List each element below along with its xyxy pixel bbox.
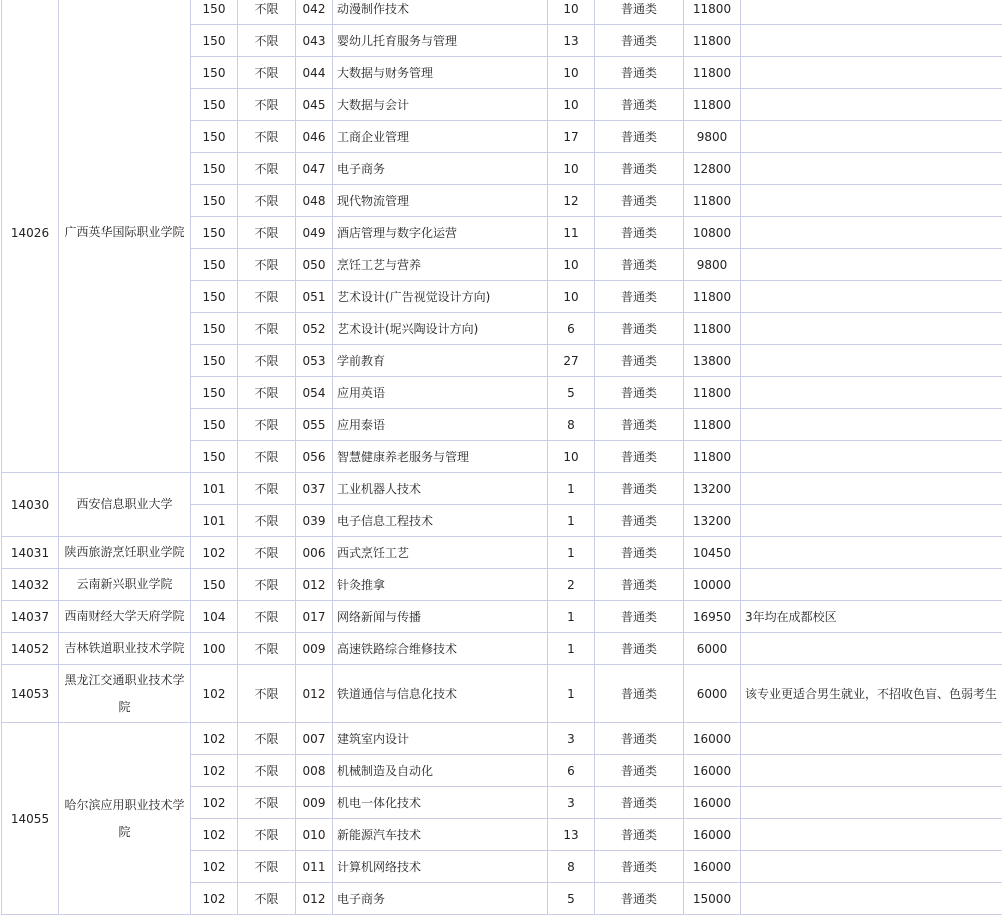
subject-limit-cell: 不限 [238, 473, 296, 505]
school-code-cell: 14053 [2, 665, 59, 723]
tuition-cell: 10000 [684, 569, 741, 601]
batch-code-cell: 102 [191, 537, 238, 569]
major-name-cell: 婴幼儿托育服务与管理 [333, 25, 548, 57]
major-code-cell: 045 [296, 89, 333, 121]
tuition-cell: 6000 [684, 633, 741, 665]
major-code-cell: 055 [296, 409, 333, 441]
category-cell: 普通类 [595, 409, 684, 441]
batch-code-cell: 101 [191, 473, 238, 505]
category-cell: 普通类 [595, 249, 684, 281]
plan-count-cell: 6 [548, 313, 595, 345]
note-cell [741, 473, 1002, 505]
major-code-cell: 010 [296, 819, 333, 851]
subject-limit-cell: 不限 [238, 153, 296, 185]
subject-limit-cell: 不限 [238, 537, 296, 569]
batch-code-cell: 150 [191, 313, 238, 345]
table-row [2, 473, 1002, 505]
plan-count-cell: 27 [548, 345, 595, 377]
note-cell [741, 89, 1002, 121]
major-code-cell: 053 [296, 345, 333, 377]
school-code-cell: 14031 [2, 537, 59, 569]
plan-count-cell: 8 [548, 851, 595, 883]
subject-limit-cell: 不限 [238, 249, 296, 281]
plan-count-cell: 3 [548, 723, 595, 755]
category-cell: 普通类 [595, 313, 684, 345]
major-name-cell: 大数据与财务管理 [333, 57, 548, 89]
major-name-cell: 动漫制作技术 [333, 0, 548, 25]
tuition-cell: 16000 [684, 851, 741, 883]
batch-code-cell: 104 [191, 601, 238, 633]
school-code-cell: 14032 [2, 569, 59, 601]
batch-code-cell: 101 [191, 505, 238, 537]
major-name-cell: 高速铁路综合维修技术 [333, 633, 548, 665]
category-cell: 普通类 [595, 665, 684, 723]
plan-count-cell: 1 [548, 633, 595, 665]
tuition-cell: 16950 [684, 601, 741, 633]
major-name-cell: 学前教育 [333, 345, 548, 377]
tuition-cell: 11800 [684, 313, 741, 345]
tuition-cell: 11800 [684, 25, 741, 57]
table-row [2, 569, 1002, 601]
subject-limit-cell: 不限 [238, 441, 296, 473]
note-cell [741, 217, 1002, 249]
category-cell: 普通类 [595, 787, 684, 819]
category-cell: 普通类 [595, 755, 684, 787]
note-cell [741, 281, 1002, 313]
subject-limit-cell: 不限 [238, 851, 296, 883]
major-name-cell: 应用英语 [333, 377, 548, 409]
tuition-cell: 11800 [684, 377, 741, 409]
batch-code-cell: 150 [191, 345, 238, 377]
major-name-cell: 大数据与会计 [333, 89, 548, 121]
major-name-cell: 电子商务 [333, 153, 548, 185]
category-cell: 普通类 [595, 121, 684, 153]
tuition-cell: 13800 [684, 345, 741, 377]
category-cell: 普通类 [595, 819, 684, 851]
tuition-cell: 11800 [684, 185, 741, 217]
batch-code-cell: 150 [191, 185, 238, 217]
enrollment-plan-table [1, 0, 1002, 915]
note-cell [741, 441, 1002, 473]
major-name-cell: 铁道通信与信息化技术 [333, 665, 548, 723]
batch-code-cell: 150 [191, 89, 238, 121]
note-cell [741, 377, 1002, 409]
batch-code-cell: 100 [191, 633, 238, 665]
subject-limit-cell: 不限 [238, 601, 296, 633]
category-cell: 普通类 [595, 185, 684, 217]
batch-code-cell: 150 [191, 249, 238, 281]
batch-code-cell: 150 [191, 409, 238, 441]
major-code-cell: 048 [296, 185, 333, 217]
note-cell [741, 537, 1002, 569]
batch-code-cell: 150 [191, 569, 238, 601]
major-code-cell: 046 [296, 121, 333, 153]
school-code-cell: 14055 [2, 723, 59, 915]
subject-limit-cell: 不限 [238, 121, 296, 153]
major-code-cell: 039 [296, 505, 333, 537]
school-name-cell: 哈尔滨应用职业技术学院 [59, 723, 191, 915]
major-code-cell: 011 [296, 851, 333, 883]
school-code-cell: 14052 [2, 633, 59, 665]
subject-limit-cell: 不限 [238, 755, 296, 787]
major-code-cell: 017 [296, 601, 333, 633]
batch-code-cell: 150 [191, 377, 238, 409]
major-name-cell: 酒店管理与数字化运营 [333, 217, 548, 249]
plan-count-cell: 17 [548, 121, 595, 153]
category-cell: 普通类 [595, 723, 684, 755]
tuition-cell: 11800 [684, 409, 741, 441]
tuition-cell: 15000 [684, 883, 741, 915]
major-code-cell: 044 [296, 57, 333, 89]
major-name-cell: 建筑室内设计 [333, 723, 548, 755]
batch-code-cell: 102 [191, 851, 238, 883]
batch-code-cell: 150 [191, 281, 238, 313]
major-code-cell: 052 [296, 313, 333, 345]
table-row [2, 0, 1002, 25]
table-row [2, 723, 1002, 755]
school-code-cell: 14030 [2, 473, 59, 537]
table-body [2, 0, 1002, 915]
school-name-cell: 黑龙江交通职业技术学院 [59, 665, 191, 723]
category-cell: 普通类 [595, 537, 684, 569]
note-cell [741, 633, 1002, 665]
note-cell [741, 249, 1002, 281]
note-cell [741, 883, 1002, 915]
subject-limit-cell: 不限 [238, 281, 296, 313]
major-name-cell: 电子商务 [333, 883, 548, 915]
tuition-cell: 9800 [684, 121, 741, 153]
plan-count-cell: 6 [548, 755, 595, 787]
major-code-cell: 051 [296, 281, 333, 313]
category-cell: 普通类 [595, 601, 684, 633]
tuition-cell: 11800 [684, 281, 741, 313]
plan-count-cell: 1 [548, 537, 595, 569]
category-cell: 普通类 [595, 505, 684, 537]
note-cell [741, 819, 1002, 851]
batch-code-cell: 150 [191, 0, 238, 25]
batch-code-cell: 150 [191, 25, 238, 57]
subject-limit-cell: 不限 [238, 569, 296, 601]
subject-limit-cell: 不限 [238, 0, 296, 25]
note-cell [741, 57, 1002, 89]
major-code-cell: 012 [296, 569, 333, 601]
category-cell: 普通类 [595, 217, 684, 249]
note-cell [741, 313, 1002, 345]
subject-limit-cell: 不限 [238, 883, 296, 915]
plan-count-cell: 10 [548, 153, 595, 185]
school-name-cell: 云南新兴职业学院 [59, 569, 191, 601]
plan-count-cell: 11 [548, 217, 595, 249]
major-name-cell: 工商企业管理 [333, 121, 548, 153]
subject-limit-cell: 不限 [238, 25, 296, 57]
plan-count-cell: 12 [548, 185, 595, 217]
batch-code-cell: 102 [191, 819, 238, 851]
subject-limit-cell: 不限 [238, 787, 296, 819]
batch-code-cell: 102 [191, 755, 238, 787]
subject-limit-cell: 不限 [238, 409, 296, 441]
subject-limit-cell: 不限 [238, 217, 296, 249]
subject-limit-cell: 不限 [238, 377, 296, 409]
school-name-cell: 西安信息职业大学 [59, 473, 191, 537]
tuition-cell: 12800 [684, 153, 741, 185]
school-name-cell: 广西英华国际职业学院 [59, 0, 191, 473]
tuition-cell: 10800 [684, 217, 741, 249]
plan-count-cell: 10 [548, 0, 595, 25]
subject-limit-cell: 不限 [238, 185, 296, 217]
note-cell [741, 409, 1002, 441]
batch-code-cell: 102 [191, 665, 238, 723]
category-cell: 普通类 [595, 57, 684, 89]
table-row [2, 665, 1002, 723]
major-code-cell: 006 [296, 537, 333, 569]
plan-count-cell: 3 [548, 787, 595, 819]
category-cell: 普通类 [595, 345, 684, 377]
note-cell [741, 755, 1002, 787]
subject-limit-cell: 不限 [238, 345, 296, 377]
plan-count-cell: 10 [548, 57, 595, 89]
major-name-cell: 机电一体化技术 [333, 787, 548, 819]
major-code-cell: 037 [296, 473, 333, 505]
plan-count-cell: 5 [548, 377, 595, 409]
table-row [2, 601, 1002, 633]
note-cell [741, 851, 1002, 883]
batch-code-cell: 150 [191, 57, 238, 89]
tuition-cell: 6000 [684, 665, 741, 723]
plan-count-cell: 10 [548, 249, 595, 281]
subject-limit-cell: 不限 [238, 819, 296, 851]
major-code-cell: 007 [296, 723, 333, 755]
plan-count-cell: 1 [548, 473, 595, 505]
major-name-cell: 艺术设计(坭兴陶设计方向) [333, 313, 548, 345]
major-name-cell: 新能源汽车技术 [333, 819, 548, 851]
note-cell [741, 153, 1002, 185]
batch-code-cell: 150 [191, 121, 238, 153]
school-code-cell: 14026 [2, 0, 59, 473]
subject-limit-cell: 不限 [238, 505, 296, 537]
note-cell: 3年均在成都校区 [741, 601, 1002, 633]
subject-limit-cell: 不限 [238, 89, 296, 121]
category-cell: 普通类 [595, 281, 684, 313]
table-row [2, 537, 1002, 569]
plan-count-cell: 1 [548, 601, 595, 633]
subject-limit-cell: 不限 [238, 665, 296, 723]
plan-count-cell: 13 [548, 25, 595, 57]
major-code-cell: 009 [296, 633, 333, 665]
batch-code-cell: 102 [191, 883, 238, 915]
category-cell: 普通类 [595, 851, 684, 883]
batch-code-cell: 150 [191, 217, 238, 249]
subject-limit-cell: 不限 [238, 633, 296, 665]
note-cell [741, 185, 1002, 217]
major-code-cell: 042 [296, 0, 333, 25]
plan-count-cell: 13 [548, 819, 595, 851]
subject-limit-cell: 不限 [238, 57, 296, 89]
table-row [2, 633, 1002, 665]
school-name-cell: 吉林铁道职业技术学院 [59, 633, 191, 665]
note-cell [741, 25, 1002, 57]
category-cell: 普通类 [595, 0, 684, 25]
major-name-cell: 针灸推拿 [333, 569, 548, 601]
tuition-cell: 11800 [684, 57, 741, 89]
major-code-cell: 047 [296, 153, 333, 185]
category-cell: 普通类 [595, 883, 684, 915]
category-cell: 普通类 [595, 89, 684, 121]
major-name-cell: 网络新闻与传播 [333, 601, 548, 633]
major-name-cell: 计算机网络技术 [333, 851, 548, 883]
major-name-cell: 工业机器人技术 [333, 473, 548, 505]
note-cell [741, 121, 1002, 153]
tuition-cell: 11800 [684, 0, 741, 25]
major-code-cell: 012 [296, 665, 333, 723]
school-name-cell: 陕西旅游烹饪职业学院 [59, 537, 191, 569]
major-name-cell: 应用泰语 [333, 409, 548, 441]
major-name-cell: 烹饪工艺与营养 [333, 249, 548, 281]
tuition-cell: 13200 [684, 473, 741, 505]
plan-count-cell: 1 [548, 665, 595, 723]
category-cell: 普通类 [595, 473, 684, 505]
major-code-cell: 049 [296, 217, 333, 249]
plan-count-cell: 10 [548, 441, 595, 473]
tuition-cell: 10450 [684, 537, 741, 569]
tuition-cell: 11800 [684, 89, 741, 121]
major-name-cell: 现代物流管理 [333, 185, 548, 217]
plan-count-cell: 2 [548, 569, 595, 601]
subject-limit-cell: 不限 [238, 313, 296, 345]
major-code-cell: 050 [296, 249, 333, 281]
plan-count-cell: 10 [548, 281, 595, 313]
plan-count-cell: 8 [548, 409, 595, 441]
tuition-cell: 16000 [684, 787, 741, 819]
plan-count-cell: 1 [548, 505, 595, 537]
school-name-cell: 西南财经大学天府学院 [59, 601, 191, 633]
major-name-cell: 电子信息工程技术 [333, 505, 548, 537]
note-cell [741, 723, 1002, 755]
plan-count-cell: 5 [548, 883, 595, 915]
category-cell: 普通类 [595, 633, 684, 665]
batch-code-cell: 150 [191, 441, 238, 473]
note-cell [741, 345, 1002, 377]
category-cell: 普通类 [595, 441, 684, 473]
note-cell [741, 787, 1002, 819]
note-cell [741, 0, 1002, 25]
major-code-cell: 056 [296, 441, 333, 473]
tuition-cell: 13200 [684, 505, 741, 537]
major-name-cell: 艺术设计(广告视觉设计方向) [333, 281, 548, 313]
category-cell: 普通类 [595, 25, 684, 57]
category-cell: 普通类 [595, 569, 684, 601]
major-name-cell: 机械制造及自动化 [333, 755, 548, 787]
note-cell [741, 569, 1002, 601]
batch-code-cell: 150 [191, 153, 238, 185]
major-code-cell: 009 [296, 787, 333, 819]
batch-code-cell: 102 [191, 723, 238, 755]
batch-code-cell: 102 [191, 787, 238, 819]
subject-limit-cell: 不限 [238, 723, 296, 755]
plan-count-cell: 10 [548, 89, 595, 121]
tuition-cell: 9800 [684, 249, 741, 281]
major-name-cell: 西式烹饪工艺 [333, 537, 548, 569]
tuition-cell: 16000 [684, 723, 741, 755]
note-cell [741, 505, 1002, 537]
major-code-cell: 043 [296, 25, 333, 57]
category-cell: 普通类 [595, 377, 684, 409]
major-name-cell: 智慧健康养老服务与管理 [333, 441, 548, 473]
major-code-cell: 012 [296, 883, 333, 915]
tuition-cell: 16000 [684, 819, 741, 851]
category-cell: 普通类 [595, 153, 684, 185]
major-code-cell: 008 [296, 755, 333, 787]
tuition-cell: 16000 [684, 755, 741, 787]
major-code-cell: 054 [296, 377, 333, 409]
school-code-cell: 14037 [2, 601, 59, 633]
note-cell: 该专业更适合男生就业，不招收色盲、色弱考生 [741, 665, 1002, 723]
tuition-cell: 11800 [684, 441, 741, 473]
